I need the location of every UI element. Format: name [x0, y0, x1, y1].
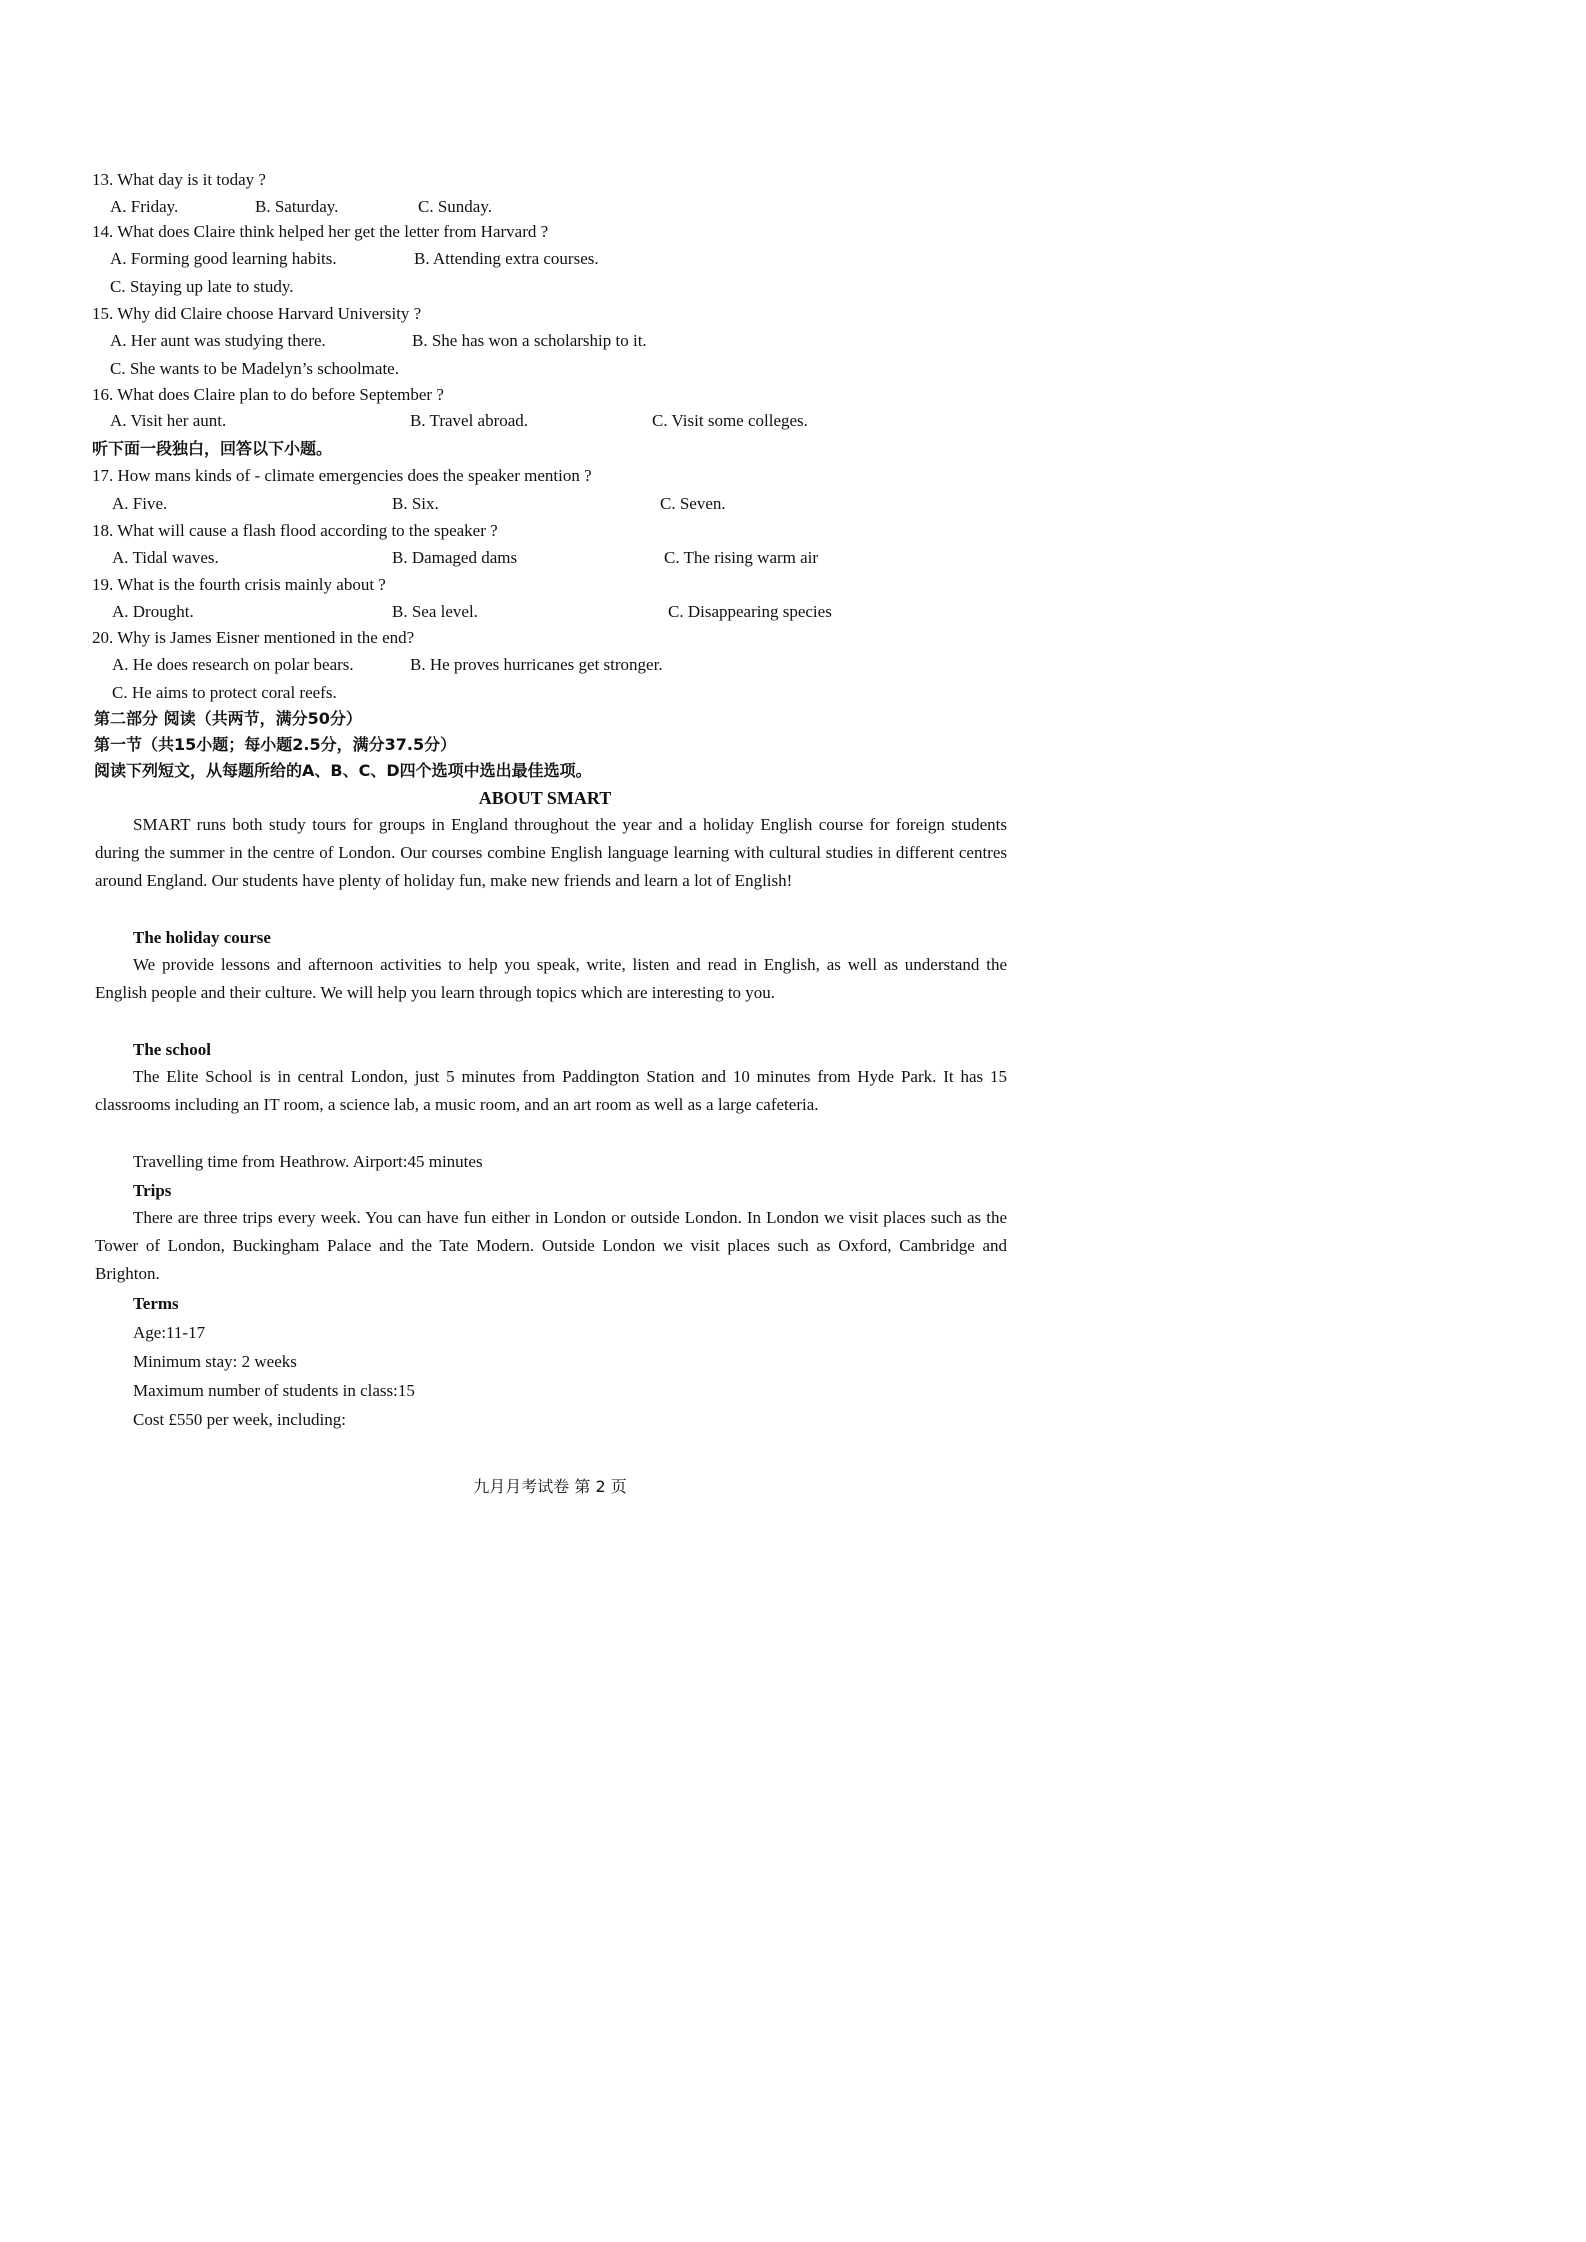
term-item: Cost £550 per week, including:	[133, 1410, 346, 1429]
passage-title: ABOUT SMART	[478, 788, 612, 808]
term-item: Age:11-17	[133, 1323, 206, 1342]
option: B. He proves hurricanes get stronger.	[410, 655, 663, 674]
trips-heading: Trips	[133, 1181, 172, 1200]
option: B. Damaged dams	[392, 548, 518, 567]
option: C. The rising warm air	[664, 548, 819, 567]
trips-text: There are three trips every week. You can have fun either in London or outside London. In London we visit places such as the Tower of London, Buckingham Palace and the Tate Modern. Outside London we visit places such as Oxford, Cambridge and Brighton.	[95, 1208, 1007, 1283]
page-footer: 九月月考试卷 第 2 页	[473, 1477, 627, 1496]
option: A. He does research on polar bears.	[112, 655, 354, 674]
option: A. Forming good learning habits.	[110, 249, 337, 268]
question-18: 18. What will cause a flash flood according to the speaker ?	[92, 521, 498, 540]
option: C. Seven.	[660, 494, 726, 513]
option: B. Saturday.	[255, 197, 339, 216]
option: B. Sea level.	[392, 602, 478, 621]
option: C. Visit some colleges.	[652, 411, 808, 430]
school-heading: The school	[133, 1040, 211, 1059]
question-20: 20. Why is James Eisner mentioned in the end?	[92, 628, 415, 647]
passage-intro: SMART runs both study tours for groups in England throughout the year and a holiday English course for foreign students during the summer in the centre of London. Our courses combine English language learning with cultural studies in different centres around England. Our students have plenty of holiday fun, make new friends and learn a lot of English!	[95, 815, 1007, 890]
option: A. Five.	[112, 494, 168, 513]
monologue-instruction: 听下面一段独白，回答以下小题。	[92, 439, 333, 458]
reading-instruction: 阅读下列短文，从每题所给的A、B、C、D四个选项中选出最佳选项。	[94, 761, 592, 780]
part2-heading: 第二部分 阅读（共两节，满分50分）	[94, 709, 362, 728]
section1-heading: 第一节（共15小题；每小题2.5分，满分37.5分）	[94, 735, 457, 754]
holiday-course-text: We provide lessons and afternoon activities to help you speak, write, listen and read in English, as well as understand the English people and their culture. We will help you learn through topics which are interesting to you.	[95, 955, 1007, 1002]
school-text: The Elite School is in central London, just 5 minutes from Paddington Station and 10 minutes from Hyde Park. It has 15 classrooms including an IT room, a science lab, a music room, and an art room as well as a large cafeteria.	[95, 1067, 1007, 1114]
terms-heading: Terms	[133, 1294, 179, 1313]
term-item: Minimum stay: 2 weeks	[133, 1352, 297, 1371]
option: A. Drought.	[112, 602, 194, 621]
term-item: Maximum number of students in class:15	[133, 1381, 415, 1400]
question-19: 19. What is the fourth crisis mainly about ?	[92, 575, 386, 594]
option: B. Six.	[392, 494, 439, 513]
travel-time: Travelling time from Heathrow. Airport:45 minutes	[133, 1152, 483, 1171]
option: A. Her aunt was studying there.	[110, 331, 326, 350]
exam-page	[0, 0, 1100, 1556]
option: A. Tidal waves.	[112, 548, 219, 567]
question-15: 15. Why did Claire choose Harvard University ?	[92, 304, 422, 323]
question-13: 13. What day is it today ?	[92, 170, 266, 189]
question-17: 17. How mans kinds of - climate emergencies does the speaker mention ?	[92, 466, 592, 485]
option: C. Disappearing species	[668, 602, 832, 621]
question-16: 16. What does Claire plan to do before September ?	[92, 385, 444, 404]
option: C. She wants to be Madelyn’s schoolmate.	[110, 359, 399, 378]
option: C. Staying up late to study.	[110, 277, 294, 296]
option: A. Friday.	[110, 197, 179, 216]
option: C. Sunday.	[418, 197, 492, 216]
option: C. He aims to protect coral reefs.	[112, 683, 337, 702]
option: B. She has won a scholarship to it.	[412, 331, 647, 350]
holiday-course-heading: The holiday course	[133, 928, 271, 947]
option: B. Travel abroad.	[410, 411, 529, 430]
option: A. Visit her aunt.	[110, 411, 227, 430]
question-14: 14. What does Claire think helped her get the letter from Harvard ?	[92, 222, 549, 241]
option: B. Attending extra courses.	[414, 249, 599, 268]
